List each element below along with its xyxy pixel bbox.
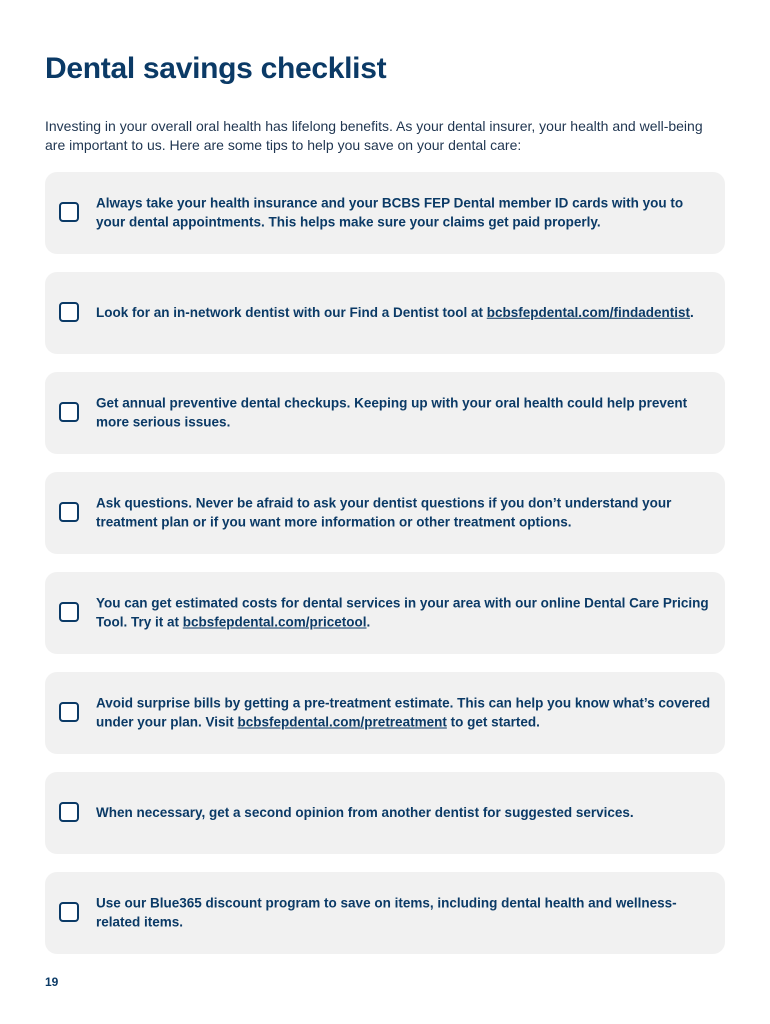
- page-title: Dental savings checklist: [45, 52, 387, 85]
- checklist-item[interactable]: [45, 672, 725, 754]
- pricing-tool-link[interactable]: bcbsfepdental.com/pricetool: [182, 614, 367, 629]
- checklist-item[interactable]: [45, 472, 725, 554]
- checklist-item[interactable]: [45, 272, 725, 354]
- checklist-item-text: You can get estimated costs for dental services in your area with our online Dental Care Pricing Tool. Try it at bcbsfepdental.com/pricetool.: [96, 595, 709, 629]
- pretreatment-link[interactable]: bcbsfepdental.com/pretreatment: [237, 714, 447, 729]
- page-number: 19: [45, 975, 59, 989]
- checklist-item[interactable]: [45, 772, 725, 854]
- checklist-item[interactable]: [45, 872, 725, 954]
- checkbox[interactable]: [59, 502, 79, 522]
- checkbox[interactable]: [59, 902, 79, 922]
- checklist-item[interactable]: [45, 572, 725, 654]
- checkbox[interactable]: [59, 302, 79, 322]
- checkbox[interactable]: [59, 702, 79, 722]
- checklist: [45, 172, 725, 972]
- checklist-item-text: Ask questions. Never be afraid to ask your dentist questions if you don’t understand your treatment plan or if you want more information or other treatment options.: [96, 495, 672, 529]
- checklist-item[interactable]: [45, 372, 725, 454]
- checklist-item-text: Look for an in-network dentist with our Find a Dentist tool at bcbsfepdental.com/findadentist.: [96, 304, 694, 320]
- checkbox[interactable]: [59, 602, 79, 622]
- checklist-item-text: Avoid surprise bills by getting a pre-treatment estimate. This can help you know what’s covered under your plan. Visit bcbsfepdental.com/pretreatment to get started.: [96, 695, 711, 729]
- checklist-item-text: Always take your health insurance and your BCBS FEP Dental member ID cards with you to your dental appointments. This helps make sure your claims get paid properly.: [96, 195, 684, 229]
- intro-paragraph: Investing in your overall oral health has lifelong benefits. As your dental insurer, your health and well-being are important to us. Here are some tips to help you save on your dental care:: [45, 118, 703, 153]
- checkbox[interactable]: [59, 802, 79, 822]
- checkbox[interactable]: [59, 202, 79, 222]
- find-a-dentist-link[interactable]: bcbsfepdental.com/findadentist: [486, 304, 691, 320]
- checklist-item[interactable]: [45, 172, 725, 254]
- checklist-item-text: When necessary, get a second opinion from another dentist for suggested services.: [96, 804, 634, 820]
- checklist-item-text: Use our Blue365 discount program to save on items, including dental health and wellness-related items.: [96, 895, 677, 929]
- checklist-item-text: Get annual preventive dental checkups. Keeping up with your oral health could help prevent more serious issues.: [96, 395, 688, 429]
- checkbox[interactable]: [59, 402, 79, 422]
